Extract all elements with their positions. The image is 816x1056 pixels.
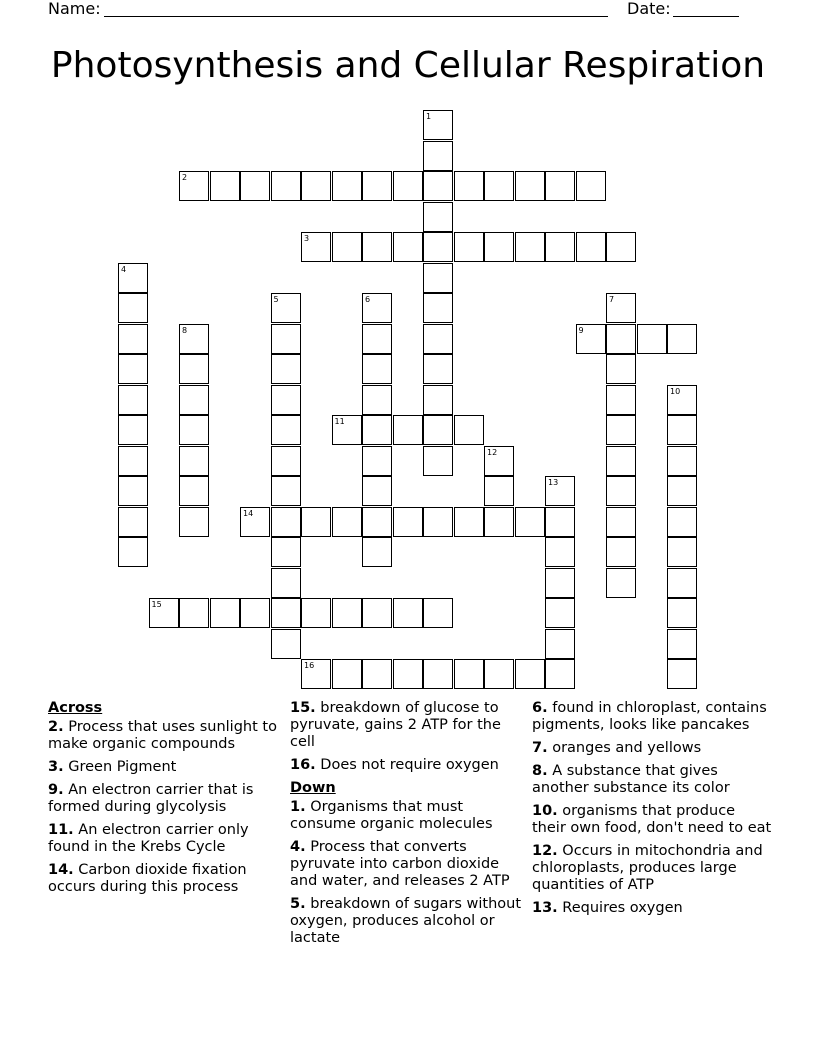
clue-number: 14 <box>243 508 254 518</box>
clue-text: organisms that produce their own food, don't need to eat <box>532 803 772 836</box>
clue-number: 5. <box>290 896 306 912</box>
clue-text: breakdown of glucose to pyruvate, gains 2 ATP for the cell <box>290 700 501 750</box>
across-clue <box>48 782 288 816</box>
crossword-cell[interactable] <box>545 507 575 537</box>
crossword-cell[interactable] <box>606 476 636 506</box>
date-label: Date: <box>627 0 671 18</box>
crossword-cell[interactable] <box>606 446 636 476</box>
clue-number: 4. <box>290 839 306 855</box>
crossword-cell[interactable] <box>271 476 301 506</box>
crossword-cell[interactable] <box>515 659 545 689</box>
crossword-cell[interactable] <box>423 293 453 323</box>
crossword-cell[interactable] <box>515 507 545 537</box>
crossword-cell[interactable] <box>667 659 697 689</box>
crossword-cell[interactable] <box>179 171 209 201</box>
crossword-cell[interactable] <box>118 476 148 506</box>
across-clue <box>48 862 288 896</box>
crossword-cell[interactable] <box>637 324 667 354</box>
crossword-cell[interactable] <box>667 446 697 476</box>
crossword-cell[interactable] <box>484 507 514 537</box>
crossword-cell[interactable] <box>545 476 575 506</box>
clue-text: Does not require oxygen <box>315 757 499 773</box>
down-clue <box>532 843 772 894</box>
crossword-cell[interactable] <box>362 293 392 323</box>
crossword-cell[interactable] <box>393 415 423 445</box>
down-clue <box>532 763 772 797</box>
crossword-cell[interactable] <box>271 385 301 415</box>
clue-number: 16. <box>290 757 316 773</box>
down-clue <box>290 799 530 833</box>
crossword-cell[interactable] <box>362 446 392 476</box>
crossword-cell[interactable] <box>271 324 301 354</box>
crossword-cell[interactable] <box>515 232 545 262</box>
crossword-cell[interactable] <box>423 232 453 262</box>
crossword-cell[interactable] <box>484 476 514 506</box>
crossword-cell[interactable] <box>454 659 484 689</box>
page-title: Photosynthesis and Cellular Respiration <box>50 45 766 86</box>
crossword-cell[interactable] <box>362 354 392 384</box>
crossword-cell[interactable] <box>149 598 179 628</box>
clue-number: 13. <box>532 900 558 916</box>
clue-text: Carbon dioxide fixation occurs during this process <box>48 862 247 895</box>
name-label: Name: <box>48 0 101 18</box>
crossword-cell[interactable] <box>393 507 423 537</box>
clues-column-2 <box>290 700 530 953</box>
crossword-cell[interactable] <box>332 507 362 537</box>
down-clue <box>532 700 772 734</box>
crossword-cell[interactable] <box>332 415 362 445</box>
crossword-cell[interactable] <box>423 202 453 232</box>
crossword-cell[interactable] <box>423 446 453 476</box>
crossword-cell[interactable] <box>271 568 301 598</box>
clue-number: 12 <box>487 447 498 457</box>
crossword-cell[interactable] <box>362 476 392 506</box>
crossword-cell[interactable] <box>118 446 148 476</box>
crossword-cell[interactable] <box>454 415 484 445</box>
crossword-cell[interactable] <box>667 415 697 445</box>
down-clue <box>290 839 530 890</box>
crossword-cell[interactable] <box>179 476 209 506</box>
crossword-cell[interactable] <box>454 171 484 201</box>
crossword-cell[interactable] <box>362 324 392 354</box>
crossword-cell[interactable] <box>423 141 453 171</box>
crossword-cell[interactable] <box>667 385 697 415</box>
crossword-cell[interactable] <box>301 232 331 262</box>
crossword-cell[interactable] <box>393 659 423 689</box>
crossword-cell[interactable] <box>667 507 697 537</box>
crossword-cell[interactable] <box>118 263 148 293</box>
clue-number: 4 <box>121 264 127 274</box>
down-heading: Down <box>290 780 336 796</box>
clue-number: 9. <box>48 782 64 798</box>
crossword-cell[interactable] <box>210 598 240 628</box>
clue-text: oranges and yellows <box>547 740 702 756</box>
clue-number: 8 <box>182 325 188 335</box>
clue-number: 2 <box>182 173 188 182</box>
crossword-cell[interactable] <box>301 171 331 201</box>
across-clue <box>48 822 288 856</box>
clue-number: 11. <box>48 822 74 838</box>
crossword-cell[interactable] <box>454 507 484 537</box>
crossword-cell[interactable] <box>118 415 148 445</box>
clue-number: 9 <box>578 325 584 335</box>
clue-number: 5 <box>273 295 279 304</box>
clue-number: 3 <box>304 234 310 243</box>
clue-number: 8. <box>532 763 548 779</box>
crossword-cell[interactable] <box>545 232 575 262</box>
across-clue <box>290 757 530 774</box>
crossword-cell[interactable] <box>606 507 636 537</box>
crossword-cell[interactable] <box>484 232 514 262</box>
crossword-cell[interactable] <box>393 598 423 628</box>
clue-number: 6. <box>532 700 548 716</box>
crossword-cell[interactable] <box>576 232 606 262</box>
crossword-cell[interactable] <box>545 629 575 659</box>
crossword-cell[interactable] <box>484 171 514 201</box>
clue-number: 7 <box>609 295 615 304</box>
crossword-cell[interactable] <box>484 446 514 476</box>
crossword-cell[interactable] <box>271 537 301 567</box>
crossword-cell[interactable] <box>606 324 636 354</box>
clue-number: 7. <box>532 740 548 756</box>
across-clue <box>290 700 530 751</box>
crossword-cell[interactable] <box>179 446 209 476</box>
clue-number: 12. <box>532 843 558 859</box>
crossword-cell[interactable] <box>667 537 697 567</box>
crossword-cell[interactable] <box>240 171 270 201</box>
crossword-cell[interactable] <box>606 293 636 323</box>
clue-text: Requires oxygen <box>557 900 683 916</box>
crossword-cell[interactable] <box>179 385 209 415</box>
crossword-cell[interactable] <box>545 171 575 201</box>
crossword-cell[interactable] <box>332 171 362 201</box>
crossword-cell[interactable] <box>454 232 484 262</box>
clues-column-1 <box>48 700 288 902</box>
crossword-cell[interactable] <box>423 415 453 445</box>
crossword-cell[interactable] <box>271 446 301 476</box>
crossword-cell[interactable] <box>118 293 148 323</box>
clue-text: Occurs in mitochondria and chloroplasts, produces large quantities of ATP <box>532 843 763 893</box>
crossword-cell[interactable] <box>545 659 575 689</box>
down-clue <box>532 740 772 757</box>
crossword-cell[interactable] <box>393 171 423 201</box>
crossword-cell[interactable] <box>118 507 148 537</box>
clue-number: 15 <box>151 600 162 609</box>
clue-text: An electron carrier only found in the Krebs Cycle <box>48 822 249 855</box>
clue-number: 2. <box>48 719 64 735</box>
crossword-cell[interactable] <box>362 385 392 415</box>
crossword-cell[interactable] <box>423 171 453 201</box>
crossword-cell[interactable] <box>606 385 636 415</box>
crossword-cell[interactable] <box>362 659 392 689</box>
clue-number: 14. <box>48 862 74 878</box>
clue-number: 1 <box>426 112 432 121</box>
crossword-cell[interactable] <box>332 659 362 689</box>
crossword-cell[interactable] <box>545 598 575 628</box>
across-clue <box>48 759 288 776</box>
crossword-cell[interactable] <box>362 537 392 567</box>
crossword-cell[interactable] <box>332 232 362 262</box>
clue-number: 13 <box>548 478 559 487</box>
clues-column-3 <box>532 700 772 923</box>
crossword-cell[interactable] <box>606 537 636 567</box>
crossword-cell[interactable] <box>179 354 209 384</box>
crossword-cell[interactable] <box>179 598 209 628</box>
down-clue <box>532 900 772 917</box>
crossword-cell[interactable] <box>362 171 392 201</box>
crossword-cell[interactable] <box>118 537 148 567</box>
crossword-cell[interactable] <box>301 659 331 689</box>
clue-text: A substance that gives another substance its color <box>532 763 730 796</box>
crossword-cell[interactable] <box>179 415 209 445</box>
crossword-cell[interactable] <box>423 598 453 628</box>
crossword-cell[interactable] <box>576 324 606 354</box>
crossword-cell[interactable] <box>545 568 575 598</box>
crossword-cell[interactable] <box>423 659 453 689</box>
crossword-cell[interactable] <box>484 659 514 689</box>
down-clue <box>532 803 772 837</box>
crossword-cell[interactable] <box>362 507 392 537</box>
crossword-cell[interactable] <box>271 598 301 628</box>
clue-number: 10 <box>670 386 681 396</box>
crossword-cell[interactable] <box>118 354 148 384</box>
crossword-cell[interactable] <box>393 232 423 262</box>
crossword-cell[interactable] <box>545 537 575 567</box>
clue-number: 15. <box>290 700 316 716</box>
crossword-cell[interactable] <box>667 568 697 598</box>
crossword-cell[interactable] <box>240 507 270 537</box>
crossword-cell[interactable] <box>118 385 148 415</box>
crossword-cell[interactable] <box>606 232 636 262</box>
crossword-cell[interactable] <box>606 568 636 598</box>
crossword-cell[interactable] <box>423 324 453 354</box>
crossword-cell[interactable] <box>667 629 697 659</box>
clue-text: Process that uses sunlight to make organic compounds <box>48 719 277 752</box>
crossword-cell[interactable] <box>667 324 697 354</box>
crossword-cell[interactable] <box>210 171 240 201</box>
crossword-cell[interactable] <box>362 415 392 445</box>
crossword-cell[interactable] <box>606 415 636 445</box>
clue-text: Green Pigment <box>63 759 177 775</box>
crossword-cell[interactable] <box>423 354 453 384</box>
clue-text: Process that converts pyruvate into carbon dioxide and water, and releases 2 ATP <box>290 839 510 889</box>
crossword-cell[interactable] <box>667 598 697 628</box>
clue-number: 6 <box>365 295 371 304</box>
crossword-cell[interactable] <box>271 293 301 323</box>
clue-number: 16 <box>304 661 315 670</box>
crossword-cell[interactable] <box>271 629 301 659</box>
crossword-cell[interactable] <box>301 507 331 537</box>
crossword-cell[interactable] <box>271 415 301 445</box>
across-heading: Across <box>48 700 103 716</box>
clue-text: Organisms that must consume organic molecules <box>290 799 493 832</box>
crossword-cell[interactable] <box>332 598 362 628</box>
clue-text: found in chloroplast, contains pigments, looks like pancakes <box>532 700 767 733</box>
crossword-cell[interactable] <box>271 507 301 537</box>
crossword-cell[interactable] <box>667 476 697 506</box>
crossword-cell[interactable] <box>576 171 606 201</box>
crossword-cell[interactable] <box>271 171 301 201</box>
clue-number: 10. <box>532 803 558 819</box>
crossword-cell[interactable] <box>362 232 392 262</box>
crossword-cell[interactable] <box>240 598 270 628</box>
crossword-cell[interactable] <box>179 507 209 537</box>
crossword-cell[interactable] <box>118 324 148 354</box>
crossword-cell[interactable] <box>362 598 392 628</box>
crossword-cell[interactable] <box>423 263 453 293</box>
crossword-cell[interactable] <box>179 324 209 354</box>
clue-number: 3. <box>48 759 64 775</box>
clue-number: 11 <box>334 417 345 426</box>
across-clue <box>48 719 288 753</box>
crossword-cell[interactable] <box>423 507 453 537</box>
down-clue <box>290 896 530 947</box>
crossword-cell[interactable] <box>271 354 301 384</box>
clue-number: 1. <box>290 799 306 815</box>
clue-text: An electron carrier that is formed during glycolysis <box>48 782 254 815</box>
crossword-cell[interactable] <box>423 110 453 140</box>
crossword-cell[interactable] <box>301 598 331 628</box>
crossword-cell[interactable] <box>606 354 636 384</box>
crossword-cell[interactable] <box>515 171 545 201</box>
clue-text: breakdown of sugars without oxygen, produces alcohol or lactate <box>290 896 522 946</box>
crossword-cell[interactable] <box>423 385 453 415</box>
